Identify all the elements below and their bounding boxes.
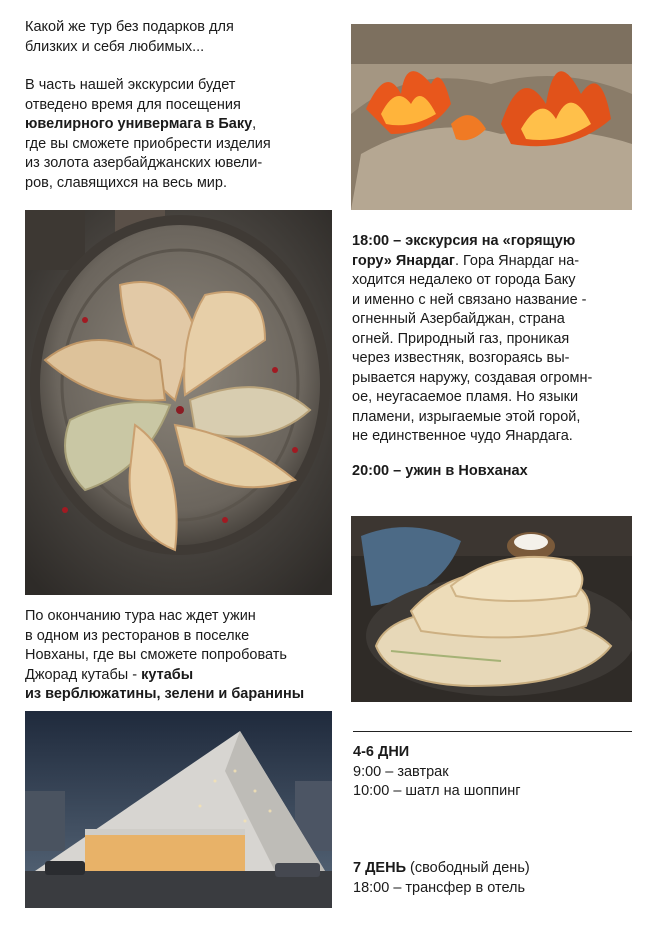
yanardag-line: ое, неугасаемое пламя. Но языки: [352, 389, 579, 405]
comma: ,: [252, 116, 257, 132]
day-7-title-note: (свободный день): [406, 860, 530, 876]
dinner-paragraph: [25, 607, 345, 705]
supper-heading: 20:00 – ужин в Новханах: [352, 463, 528, 479]
dinner-highlight: из верблюжатины, зелени и баранины: [25, 686, 305, 702]
schedule-line: 10:00 – шатл на шоппинг: [353, 783, 521, 799]
dinner-line: [25, 666, 345, 686]
intro-text: [25, 18, 345, 57]
intro-line: Какой же тур без подарков для: [25, 19, 234, 35]
building-photo: [25, 711, 332, 908]
dinner-line-start: Джорад кутабы -: [25, 666, 142, 683]
yanardag-line: рывается наружу, создавая огромн-: [352, 369, 593, 386]
yanardag-line: ходится недалеко от города Баку: [352, 272, 576, 288]
schedule-line: 18:00 – трансфер в отель: [353, 879, 526, 896]
yanardag-line: через известняк, возгораясь вы-: [352, 350, 570, 366]
flatbread-photo: [351, 516, 632, 702]
yanardag-text: . Гора Янардаг на-: [454, 252, 580, 269]
jewelry-line: отведено время для посещения: [25, 96, 241, 113]
yanardag-line: [352, 252, 652, 272]
dinner-highlight: кутабы: [141, 666, 194, 683]
yanardag-paragraph: [352, 232, 652, 447]
yanardag-line: огней. Природный газ, проникая: [352, 330, 570, 347]
qutab-plate-photo: [25, 210, 332, 595]
yanardag-line: не единственное чудо Янардага.: [352, 428, 573, 444]
jewelry-line: где вы сможете приобрести изделия: [25, 135, 271, 152]
yanardag-fire-photo: [351, 24, 632, 210]
section-divider: [353, 731, 632, 732]
day-7-title-bold: 7 ДЕНЬ: [353, 860, 406, 876]
jewelry-line: [25, 115, 345, 135]
schedule-line: 9:00 – завтрак: [353, 763, 449, 780]
days-4-6-title: 4-6 ДНИ: [353, 744, 410, 760]
jewelry-store-highlight: ювелирного универмага в Баку: [25, 116, 253, 132]
yanardag-line: пламени, изрыгаемые этой горой,: [352, 408, 581, 425]
day-7-section: [353, 859, 653, 898]
day-7-title: [353, 859, 653, 879]
jewelry-line: ров, славящихся на весь мир.: [25, 174, 228, 191]
yanardag-line: и именно с ней связано название -: [352, 291, 587, 308]
days-4-6-section: [353, 743, 653, 802]
dinner-line: По окончанию тура нас ждет ужин: [25, 608, 256, 624]
dinner-line: Новханы, где вы сможете попробовать: [25, 647, 287, 663]
jewelry-line: В часть нашей экскурсии будет: [25, 77, 236, 93]
dinner-line: в одном из ресторанов в поселке: [25, 627, 250, 644]
jewelry-line: из золота азербайджанских ювели-: [25, 155, 263, 171]
yanardag-line: огненный Азербайджан, страна: [352, 311, 565, 327]
intro-line: близких и себя любимых...: [25, 38, 205, 55]
yanardag-heading: гору» Янардаг: [352, 252, 455, 269]
jewelry-paragraph: [25, 76, 345, 193]
yanardag-heading: 18:00 – экскурсия на «горящую: [352, 233, 576, 249]
